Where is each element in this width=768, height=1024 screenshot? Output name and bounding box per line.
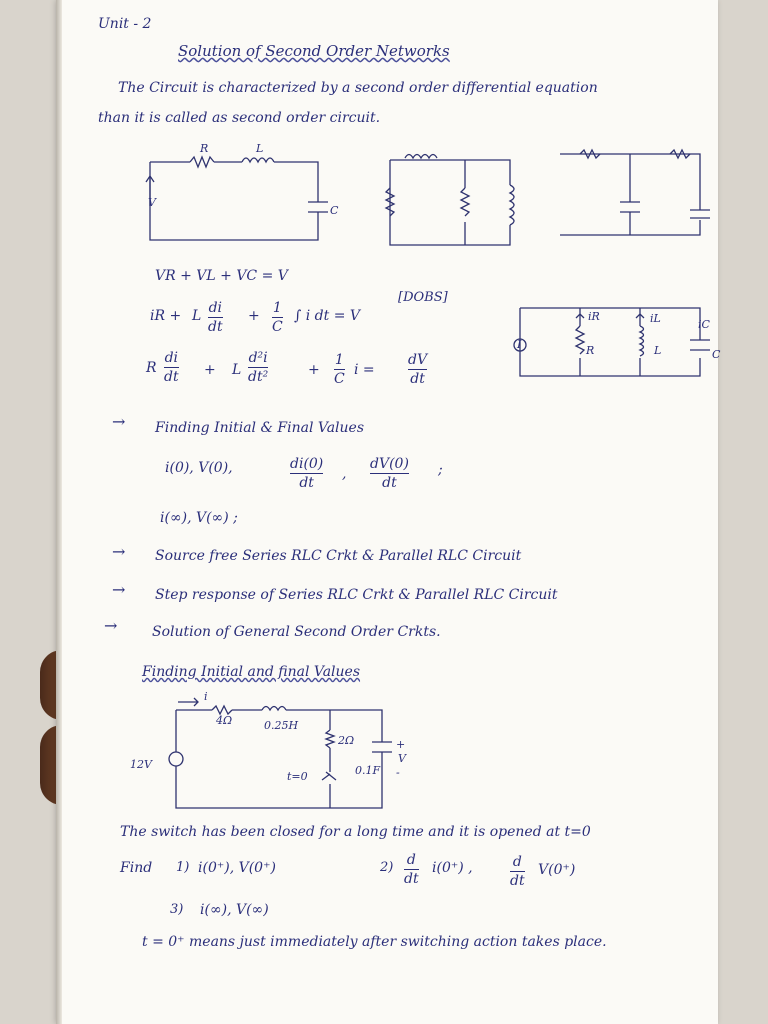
- unit-label: Unit - 2: [98, 16, 152, 32]
- parallel-ic-label: iC: [698, 318, 710, 331]
- intro-line-2: than it is called as second order circuit.: [98, 110, 381, 126]
- frac-den: dt²: [248, 369, 269, 385]
- t0-note: t = 0⁺ means just immediately after switching action takes place.: [142, 934, 607, 950]
- example-switch-label: t=0: [287, 770, 308, 783]
- series-l-label: L: [256, 142, 264, 155]
- initial-values-a: i(0), V(0),: [165, 460, 233, 476]
- topic-item-2: Step response of Series RLC Crkt & Parallel RLC Circuit: [155, 587, 558, 603]
- deriv-eq-i: i =: [354, 362, 375, 378]
- example-source-label: 12V: [130, 758, 152, 771]
- topic-item-1: Source free Series RLC Crkt & Parallel RLC Circuit: [155, 548, 522, 564]
- frac-den: dt: [382, 475, 397, 491]
- example-current-label: i: [204, 690, 208, 703]
- series-r-label: R: [200, 142, 209, 155]
- parallel-l-label: L: [654, 344, 662, 357]
- frac-den: dt: [208, 319, 223, 335]
- initial-comma: ,: [342, 466, 347, 482]
- question-2-d-dt-1: [404, 852, 419, 887]
- initial-di0-dt: [290, 456, 323, 491]
- integral-eq-plus: +: [248, 308, 260, 324]
- parallel-il-label: iL: [650, 312, 661, 325]
- question-1-number: 1): [176, 860, 190, 875]
- frac-den: dt: [164, 369, 179, 385]
- parallel-r-label: R: [586, 344, 595, 357]
- integral-eq-lhs: iR +: [150, 308, 182, 324]
- frac-den: dt: [410, 371, 425, 387]
- deriv-eq-d2i-dt2: [248, 350, 268, 385]
- integral-eq-rest: ∫ i dt = V: [294, 308, 361, 324]
- find-label: Find: [120, 860, 153, 876]
- arrow-bullet: →: [104, 616, 118, 635]
- frac-num: d²i: [248, 350, 268, 366]
- question-3: i(∞), V(∞): [200, 902, 269, 918]
- frac-den: dt: [510, 873, 525, 889]
- frac-den: C: [334, 371, 345, 387]
- final-values: i(∞), V(∞) ;: [160, 510, 238, 526]
- question-2b: V(0⁺): [538, 862, 576, 878]
- frac-num: di: [208, 300, 223, 316]
- deriv-eq-l: L: [232, 362, 242, 378]
- series-c-label: C: [330, 204, 339, 217]
- frac-num: 1: [272, 300, 282, 316]
- example-v-label: V: [398, 752, 406, 765]
- frac-num: dV: [408, 352, 428, 368]
- initial-semicolon: ;: [438, 462, 443, 478]
- deriv-eq-1-c: [334, 352, 345, 387]
- frac-den: C: [272, 319, 283, 335]
- frac-num: d: [406, 852, 416, 868]
- kvl-equation: VR + VL + VC = V: [155, 268, 288, 284]
- frac-num: dV(0): [370, 456, 409, 472]
- parallel-source-label: I: [517, 338, 522, 351]
- page-title: Solution of Second Order Networks: [178, 42, 450, 60]
- example-r2-label: 2Ω: [338, 734, 355, 747]
- deriv-eq-di-dt: [164, 350, 179, 385]
- parallel-ref-label: [DOBS]: [398, 290, 448, 305]
- parallel-ir-label: iR: [588, 310, 600, 323]
- question-2-number: 2): [380, 860, 394, 875]
- example-l-label: 0.25H: [264, 719, 299, 732]
- integral-eq-l: L: [192, 308, 202, 324]
- example-c-label: 0.1F: [355, 764, 381, 777]
- deriv-eq-dv-dt: [408, 352, 427, 387]
- frac-den: dt: [404, 871, 419, 887]
- deriv-eq-r: R: [146, 360, 157, 376]
- arrow-bullet: →: [112, 412, 126, 431]
- arrow-bullet: →: [112, 580, 126, 599]
- frac-num: di(0): [290, 456, 324, 472]
- example-plus-label: +: [396, 738, 406, 751]
- example-circuit-diagram: [0, 690, 768, 820]
- intro-line-1: The Circuit is characterized by a second order differential equation: [118, 80, 598, 96]
- initial-final-heading: Finding Initial & Final Values: [155, 420, 365, 436]
- question-2a: i(0⁺) ,: [432, 860, 473, 876]
- topic-item-3: Solution of General Second Order Crkts.: [152, 624, 441, 640]
- frac-num: 1: [334, 352, 344, 368]
- problem-statement: The switch has been closed for a long time and it is opened at t=0: [120, 824, 591, 840]
- question-1: i(0⁺), V(0⁺): [198, 860, 276, 876]
- deriv-eq-plus1: +: [204, 362, 216, 378]
- series-v-label: V: [148, 196, 156, 209]
- example-heading: Finding Initial and final Values: [142, 664, 361, 680]
- question-3-number: 3): [170, 902, 184, 917]
- frac-num: d: [512, 854, 522, 870]
- deriv-eq-plus2: +: [308, 362, 320, 378]
- arrow-bullet: →: [112, 542, 126, 561]
- initial-dv0-dt: [370, 456, 409, 491]
- question-2-d-dt-2: [510, 854, 525, 889]
- frac-den: dt: [299, 475, 314, 491]
- frac-num: di: [164, 350, 179, 366]
- example-minus-label: -: [396, 766, 400, 779]
- parallel-c-label: C: [712, 348, 721, 361]
- example-r1-label: 4Ω: [216, 714, 233, 727]
